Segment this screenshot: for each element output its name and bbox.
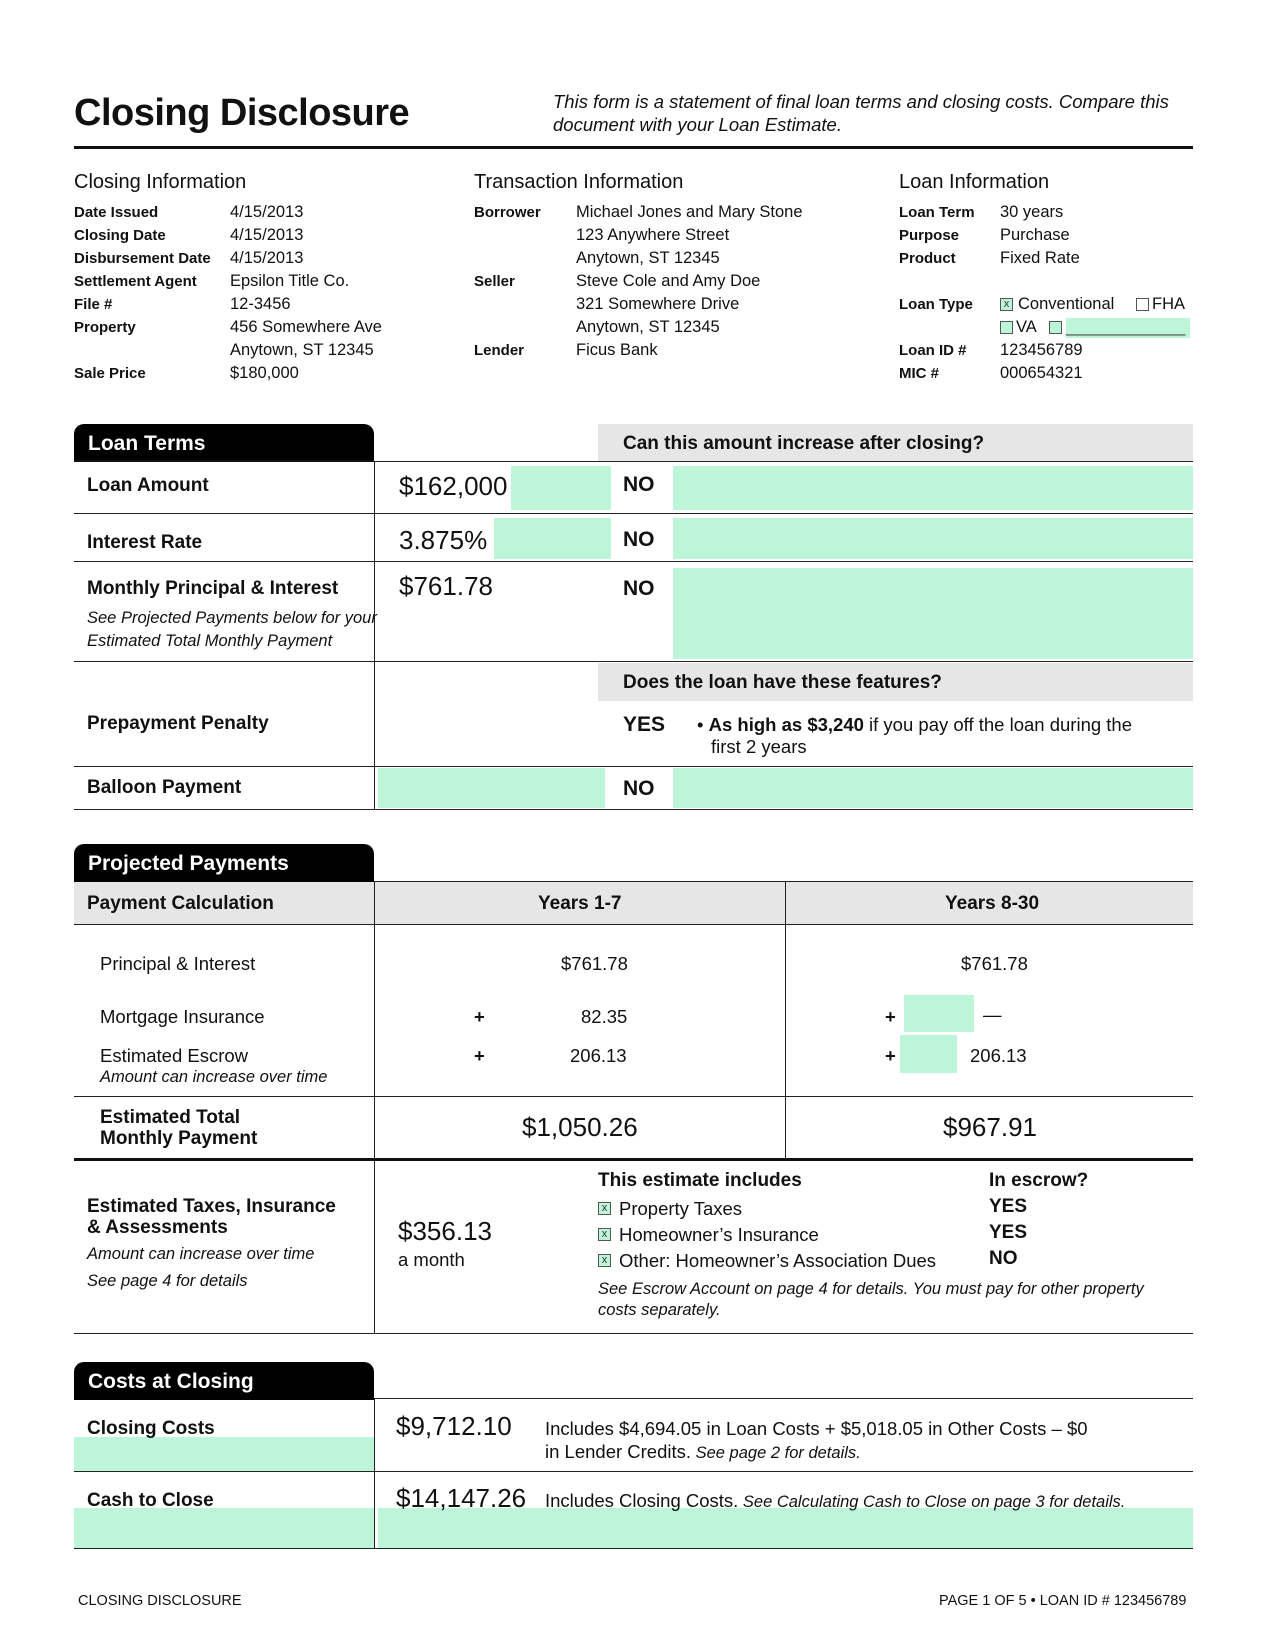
loan-terms-tab: Loan Terms [74,424,374,462]
loan-id-value: 123456789 [1000,341,1083,359]
cash-to-close-label: Cash to Close [87,1490,214,1511]
closing-costs-desc-1: Includes $4,694.05 in Loan Costs + $5,018.05 in Other Costs – $0 [545,1418,1088,1439]
other-type-checkbox[interactable] [1049,321,1062,334]
homeowners-insurance-label: Homeowner’s Insurance [619,1224,819,1245]
taxes-note-2: See page 4 for details [87,1272,248,1290]
borrower-line-2: 123 Anywhere Street [576,226,730,244]
projected-vrule-2 [785,882,786,1160]
mi-plus-2: + [885,1006,896,1027]
fha-label: FHA [1152,295,1185,313]
closing-date-label: Closing Date [74,227,166,244]
projected-vrule-1 [374,882,375,1160]
prepayment-detail-text: if you pay off the loan during the [863,714,1133,735]
conventional-checkbox[interactable]: x [1000,298,1013,311]
purpose-label: Purpose [899,227,960,244]
closing-costs-desc-2-text: in Lender Credits. [545,1441,692,1462]
seller-line-1: Steve Cole and Amy Doe [576,272,761,290]
property-taxes-escrow: YES [989,1196,1028,1217]
estimate-includes-header: This estimate includes [598,1170,802,1191]
monthly-pi-answer: NO [623,577,655,600]
monthly-pi-note-1: See Projected Payments below for your [87,609,377,627]
loan-amount-answer: NO [623,473,655,496]
pi-row-label: Principal & Interest [100,953,256,974]
payment-calc-label: Payment Calculation [87,893,274,914]
rule-after-rate [74,561,1193,562]
hoa-dues-escrow: NO [989,1248,1018,1269]
hoa-dues-label: Other: Homeowner’s Association Dues [619,1250,937,1271]
taxes-label-2: & Assessments [87,1217,228,1238]
borrower-label: Borrower [474,204,541,221]
prepayment-detail-line-2: first 2 years [711,736,807,757]
seller-label: Seller [474,273,515,290]
taxes-amount: $356.13 [398,1216,492,1246]
borrower-line-1: Michael Jones and Mary Stone [576,203,803,221]
loan-amount-field-bg [511,466,611,510]
costs-at-closing-tab: Costs at Closing [74,1362,374,1400]
costs-bottom-rule [74,1548,1193,1549]
closing-costs-desc-2 [545,1441,861,1463]
loan-amount-value: $162,000 [399,471,508,501]
loan-type-label: Loan Type [899,296,973,313]
taxes-unit: a month [398,1249,465,1270]
escrow-note-2: costs separately. [598,1301,721,1319]
pi-years-8-30: $761.78 [961,953,1028,974]
cash-to-close-value: $14,147.26 [396,1483,527,1513]
hoa-dues-checkbox[interactable]: x [598,1254,611,1267]
escrow-plus-2: + [885,1045,896,1066]
mi-years-8-30: — [983,1004,1002,1025]
agent-value: Epsilon Title Co. [230,272,350,290]
loan-info-title: Loan Information [899,171,1050,193]
date-issued-label: Date Issued [74,204,159,221]
years-8-30-header: Years 8-30 [945,893,1040,914]
interest-rate-field-bg [494,518,611,559]
mic-label: MIC # [899,365,940,382]
homeowners-insurance-escrow: YES [989,1222,1028,1243]
escrow-plus-1: + [474,1045,485,1066]
balloon-amount-field[interactable] [378,768,605,808]
sale-price-label: Sale Price [74,365,146,382]
file-label: File # [74,296,113,313]
taxes-label-1: Estimated Taxes, Insurance [87,1196,336,1217]
total-years-1-7: $1,050.26 [522,1112,638,1142]
cash-to-close-field [378,1508,1193,1548]
payment-calc-rule [74,924,1193,925]
escrow-years-1-7: 206.13 [570,1045,627,1066]
mi-plus-1: + [474,1006,485,1027]
monthly-pi-label: Monthly Principal & Interest [87,578,339,599]
borrower-line-3: Anytown, ST 12345 [576,249,720,267]
loan-amount-label: Loan Amount [87,475,209,496]
monthly-pi-note-2: Estimated Total Monthly Payment [87,632,333,650]
interest-rate-value: 3.875% [399,525,488,555]
property-label: Property [74,319,136,336]
conventional-label: Conventional [1018,295,1115,313]
monthly-pi-value: $761.78 [399,571,493,601]
balloon-answer: NO [623,777,655,800]
taxes-note-1: Amount can increase over time [87,1245,315,1263]
prepayment-answer: YES [623,713,666,736]
costs-vrule [374,1398,375,1548]
loan-id-label: Loan ID # [899,342,967,359]
loan-term-label: Loan Term [899,204,975,221]
closing-info-title: Closing Information [74,171,247,193]
property-line-1: 456 Somewhere Ave [230,318,382,336]
transaction-info-title: Transaction Information [474,171,684,193]
seller-line-2: 321 Somewhere Drive [576,295,740,313]
seller-line-3: Anytown, ST 12345 [576,318,720,336]
loan-amount-detail-field[interactable] [673,466,1193,510]
homeowners-insurance-checkbox[interactable]: x [598,1228,611,1241]
purpose-value: Purchase [1000,226,1070,244]
sale-price-value: $180,000 [230,364,299,382]
interest-rate-detail-field[interactable] [673,518,1193,559]
va-checkbox[interactable] [1000,321,1013,334]
rule-after-prepay [74,766,1193,767]
balloon-label: Balloon Payment [87,777,242,798]
agent-label: Settlement Agent [74,273,197,290]
other-type-blank: _____________ [1066,318,1186,336]
closing-costs-desc-2-note: See page 2 for details. [691,1444,861,1462]
features-question: Does the loan have these features? [623,672,942,693]
total-years-8-30: $967.91 [943,1112,1037,1142]
lender-value: Ficus Bank [576,341,658,359]
loan-terms-top-rule [374,461,1193,462]
property-taxes-checkbox[interactable]: x [598,1202,611,1215]
prepayment-detail-bold: As high as $3,240 [708,714,864,735]
increase-question: Can this amount increase after closing? [623,433,985,454]
prepayment-bullet: • [697,714,704,735]
footer-left: CLOSING DISCLOSURE [78,1593,242,1609]
loan-term-value: 30 years [1000,203,1064,221]
interest-rate-answer: NO [623,528,655,551]
pi-years-1-7: $761.78 [561,953,628,974]
prepayment-detail [697,713,1177,736]
mic-value: 000654321 [1000,364,1083,382]
mi-years-1-7: 82.35 [581,1006,628,1027]
total-rule [74,1158,1193,1161]
projected-payments-tab: Projected Payments [74,844,374,882]
projected-bottom-rule [74,1333,1193,1334]
escrow-row-note: Amount can increase over time [100,1068,328,1086]
closing-costs-value: $9,712.10 [396,1411,512,1441]
product-value: Fixed Rate [1000,249,1080,267]
years-1-7-header: Years 1-7 [538,893,622,914]
closing-date-value: 4/15/2013 [230,226,304,244]
escrow-note-1: See Escrow Account on page 4 for details. You must pay for other property [598,1280,1144,1298]
closing-costs-rule [74,1471,1193,1472]
cash-to-close-desc-note: See Calculating Cash to Close on page 3 for details. [738,1493,1126,1511]
rule-after-pi [74,661,1193,662]
escrow-years-8-30: 206.13 [970,1045,1027,1066]
mi-years-8-30-field[interactable] [904,995,974,1032]
loan-terms-bottom-rule [74,809,1193,810]
costs-top-rule [374,1398,1193,1399]
property-taxes-label: Property Taxes [619,1198,743,1219]
escrow-row-label: Estimated Escrow [100,1045,249,1066]
mi-row-label: Mortgage Insurance [100,1006,265,1027]
rule-after-amount [74,513,1193,514]
date-issued-value: 4/15/2013 [230,203,304,221]
cash-to-close-desc [545,1490,1125,1512]
prepayment-label: Prepayment Penalty [87,713,269,734]
escrow-years-8-30-field[interactable] [900,1035,957,1073]
disbursement-value: 4/15/2013 [230,249,304,267]
total-label-1: Estimated Total [100,1107,241,1128]
disbursement-label: Disbursement Date [74,250,211,267]
total-label-2: Monthly Payment [100,1128,258,1149]
monthly-pi-detail-field[interactable] [673,568,1193,659]
taxes-vrule [374,1160,375,1334]
intro-text: This form is a statement of final loan terms and closing costs. Compare this document with your Loan Estimate. [553,91,1169,135]
in-escrow-header: In escrow? [989,1170,1089,1191]
balloon-detail-field[interactable] [673,768,1193,808]
cash-to-close-label-field [74,1508,374,1548]
file-value: 12-3456 [230,295,291,313]
cash-to-close-desc-text: Includes Closing Costs. [545,1490,739,1511]
closing-costs-label-field [74,1437,374,1471]
footer-right: PAGE 1 OF 5 • LOAN ID # 123456789 [939,1593,1187,1609]
closing-costs-label: Closing Costs [87,1418,215,1439]
escrow-rule [74,1096,1193,1097]
interest-rate-label: Interest Rate [87,532,203,553]
header-rule [74,146,1193,149]
loan-terms-tab-rule [74,460,374,462]
va-label: VA [1016,318,1037,336]
fha-checkbox[interactable] [1136,298,1149,311]
lender-label: Lender [474,342,525,359]
property-line-2: Anytown, ST 12345 [230,341,374,359]
product-label: Product [899,250,956,267]
page-title: Closing Disclosure [74,92,410,134]
